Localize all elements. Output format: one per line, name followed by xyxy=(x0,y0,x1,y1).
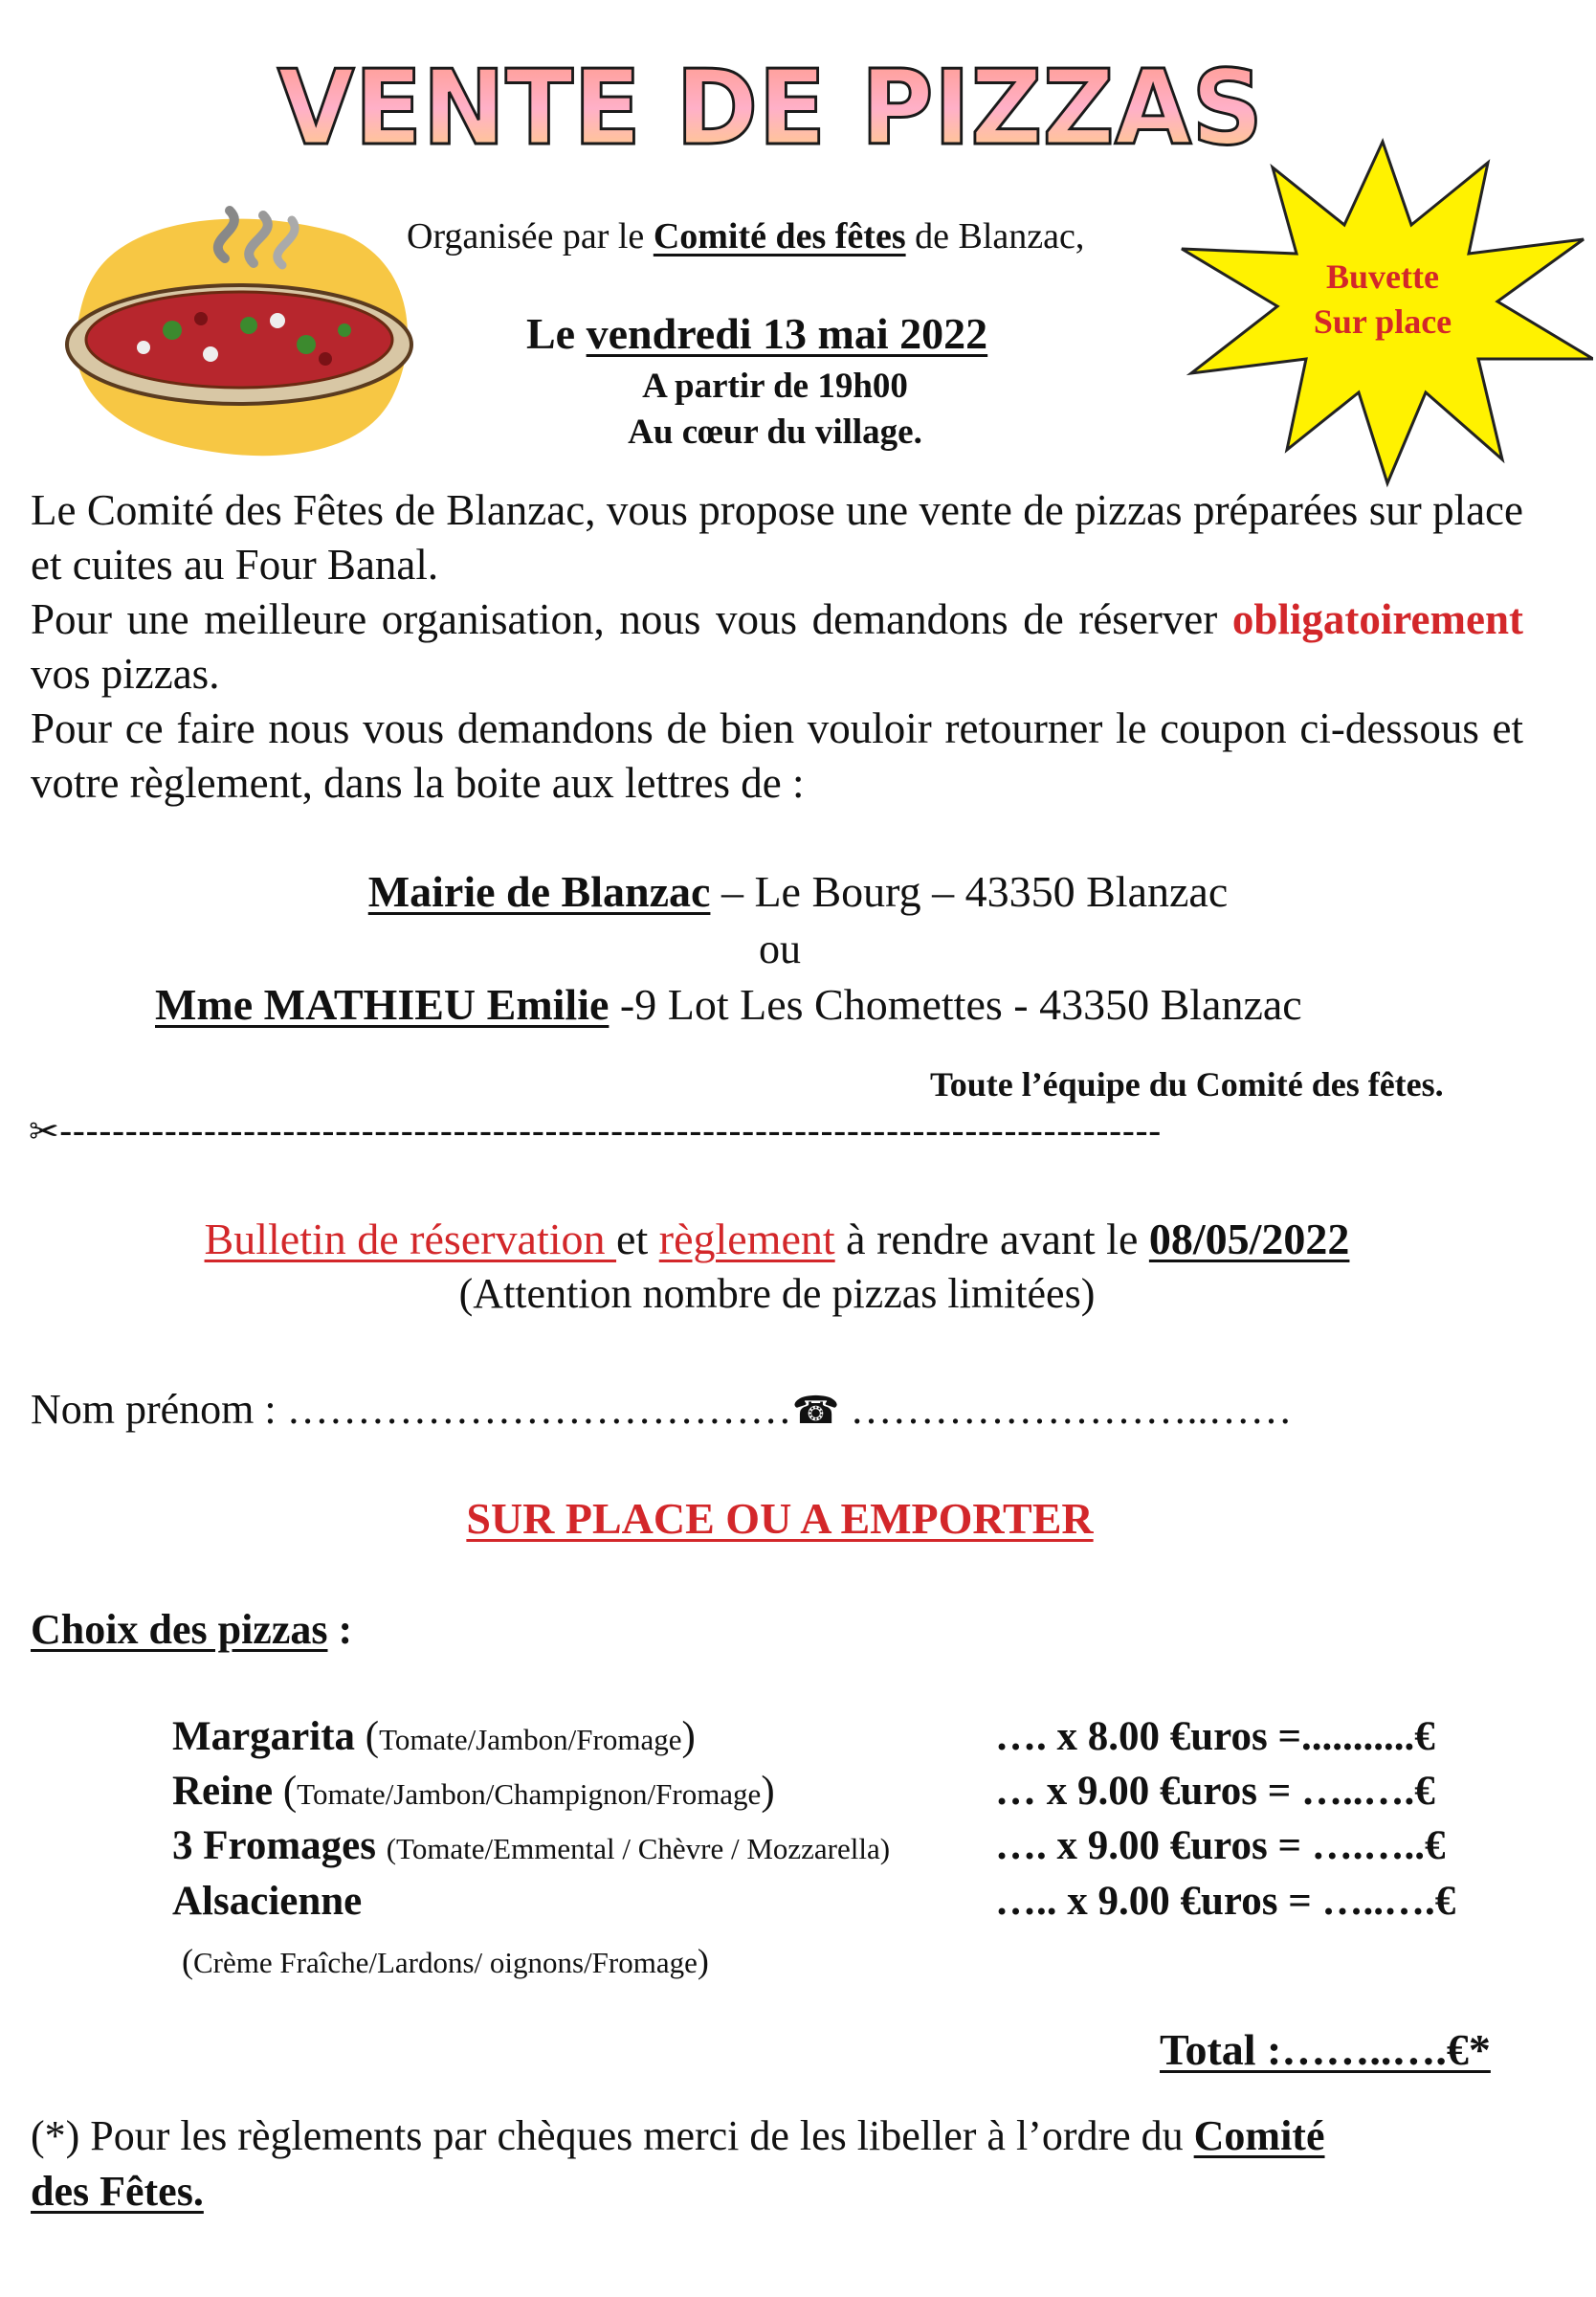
organizer-suffix: de Blanzac, xyxy=(905,216,1085,256)
event-time: A partir de 19h00 xyxy=(642,367,908,406)
pizza-price-margarita[interactable]: …. x 8.00 €uros =...........€ xyxy=(995,1714,1435,1759)
pizza-desc: Crème Fraîche/Lardons/ oignons/Fromage xyxy=(193,1946,698,1979)
pizza-desc: (Tomate/Emmental / Chèvre / Mozzarella) xyxy=(386,1832,891,1865)
choice-heading xyxy=(31,1605,352,1654)
organizer-name: Comité des fêtes xyxy=(653,216,906,256)
paren xyxy=(376,1823,387,1868)
body-text xyxy=(31,483,1523,811)
choice-heading-text: Choix des pizzas xyxy=(31,1606,328,1653)
footnote xyxy=(31,2108,1523,2219)
paragraph-2-emphasis: obligatoirement xyxy=(1231,595,1523,643)
starburst-line1: Buvette xyxy=(1326,257,1439,296)
address-2-rest: -9 Lot Les Chomettes - 43350 Blanzac xyxy=(609,980,1302,1029)
buvette-starburst xyxy=(1172,134,1593,488)
name-phone-line xyxy=(31,1385,1292,1434)
address-or: ou xyxy=(759,925,801,972)
footnote-bold-1: Comité xyxy=(1193,2112,1325,2159)
date-value: vendredi 13 mai 2022 xyxy=(586,309,988,358)
bulletin-heading xyxy=(0,1214,1554,1264)
starburst-line2: Sur place xyxy=(1313,302,1452,341)
pizza-desc-alsacienne xyxy=(182,1941,709,1981)
address-1-name: Mairie de Blanzac xyxy=(367,867,711,916)
pizza-name: Alsacienne xyxy=(172,1879,363,1924)
pizza-price-alsacienne[interactable]: ….. x 9.00 €uros = …..….€ xyxy=(995,1879,1456,1924)
pizza-row-alsacienne xyxy=(172,1878,362,1925)
address-1-rest: – Le Bourg – 43350 Blanzac xyxy=(710,867,1229,916)
event-location: Au cœur du village. xyxy=(628,413,922,452)
pizza-row-margarita xyxy=(172,1713,696,1760)
phone-icon: ☎ xyxy=(791,1389,840,1433)
choice-heading-colon: : xyxy=(327,1606,353,1653)
bulletin-deadline: 08/05/2022 xyxy=(1148,1215,1350,1263)
date-prefix: Le xyxy=(526,309,587,358)
bulletin-note: (Attention nombre de pizzas limitées) xyxy=(458,1270,1096,1317)
total-field[interactable]: Total :……..….€* xyxy=(1160,2025,1491,2074)
pizza-name: Margarita xyxy=(172,1714,356,1759)
pizza-price-3-fromages[interactable]: …. x 9.00 €uros = ….…..€ xyxy=(995,1823,1446,1868)
footnote-text: (*) Pour les règlements par chèques merci de les libeller à l’ordre du xyxy=(31,2112,1194,2159)
pizza-desc: Tomate/Jambon/Fromage xyxy=(379,1723,682,1756)
pizza-desc: Tomate/Jambon/Champignon/Fromage xyxy=(297,1777,762,1811)
paren: ( xyxy=(182,1942,193,1980)
organizer-prefix: Organisée par le xyxy=(407,216,654,256)
paragraph-3: Pour ce faire nous vous demandons de bien vouloir retourner le coupon ci-dessous et votre règlement, dans la boite aux lettres de : xyxy=(31,704,1523,807)
organizer-line xyxy=(407,215,1084,257)
bulletin-reservation: Bulletin de réservation xyxy=(204,1215,617,1263)
paren: ) xyxy=(681,1714,696,1759)
paragraph-2-start: Pour une meilleure organisation, nous vous demandons de réserver xyxy=(31,595,1232,643)
pizza-row-3-fromages xyxy=(172,1822,890,1869)
page-title: VENTE DE PIZZAS xyxy=(277,49,1263,168)
bulletin-reglement: règlement xyxy=(658,1215,835,1263)
address-2 xyxy=(155,979,1302,1030)
paren: ( xyxy=(355,1714,380,1759)
cut-line: ✂------------------------------------------------------------------------------------ xyxy=(29,1110,1162,1152)
pizza-price-reine[interactable]: … x 9.00 €uros = …..….€ xyxy=(995,1769,1435,1814)
paren: ( xyxy=(273,1769,298,1814)
signature: Toute l’équipe du Comité des fêtes. xyxy=(930,1065,1444,1104)
paragraph-2 xyxy=(31,592,1523,702)
pizza-name: Reine xyxy=(172,1769,274,1814)
bulletin-text: à rendre avant le xyxy=(834,1215,1149,1263)
event-date xyxy=(526,308,987,359)
service-mode: SUR PLACE OU A EMPORTER xyxy=(466,1494,1094,1543)
footnote-bold-2: des Fêtes. xyxy=(31,2168,204,2215)
paragraph-2-end: vos pizzas. xyxy=(31,650,220,698)
name-field[interactable]: Nom prénom : ……………………………… xyxy=(31,1386,792,1433)
pizza-icon xyxy=(57,206,421,464)
bulletin-et: et xyxy=(616,1215,659,1263)
title-banner xyxy=(268,19,1282,182)
pizza-name: 3 Fromages xyxy=(172,1823,376,1868)
pizza-row-reine xyxy=(172,1768,775,1815)
address-2-name: Mme MATHIEU Emilie xyxy=(155,980,610,1029)
paragraph-1: Le Comité des Fêtes de Blanzac, vous propose une vente de pizzas préparées sur place et cuites au Four Banal. xyxy=(31,486,1523,589)
phone-field[interactable]: ……………………..…… xyxy=(839,1386,1293,1433)
paren: ) xyxy=(761,1769,775,1814)
address-1 xyxy=(0,866,1596,917)
paren: ) xyxy=(697,1942,709,1980)
